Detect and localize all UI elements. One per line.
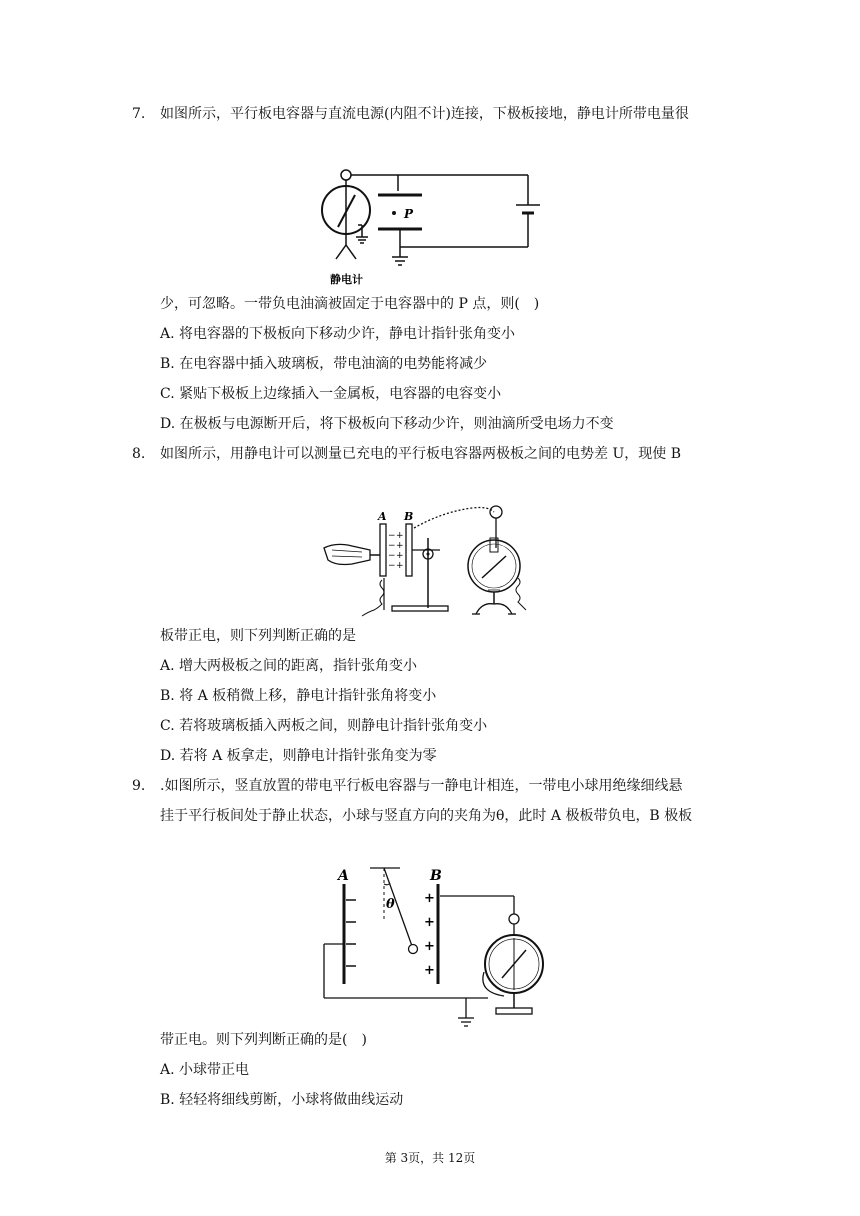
svg-text:+: + (424, 963, 435, 978)
q7-stem-line1: 如图所示，平行板电容器与直流电源(内阻不计)连接，下极板接地，静电计所带电量很 (160, 106, 689, 122)
q8-number: 8. (132, 446, 146, 462)
q7-option-a: A. 将电容器的下极板向下移动少许，静电计指针张角变小 (160, 326, 516, 342)
q7-figure (310, 165, 550, 287)
q7-meter-label: 静电计 (330, 273, 363, 286)
q8-plate-a-label: A (378, 510, 387, 523)
svg-text:−: − (388, 541, 396, 551)
q9-plate-b-label: B (430, 868, 442, 884)
q9-plate-a-label: A (338, 868, 349, 884)
q8-option-c: C. 若将玻璃板插入两板之间，则静电计指针张角变小 (160, 718, 488, 734)
q9-theta-label: θ (386, 897, 395, 912)
q8-option-d: D. 若将 A 板拿走，则静电计指针张角变为零 (160, 748, 437, 764)
q9-stem-line3: 带正电。则下列判断正确的是( ) (160, 1032, 367, 1048)
q7-option-c: C. 紧贴下极板上边缘插入一金属板，电容器的电容变小 (160, 386, 502, 402)
svg-text:+: + (396, 561, 404, 571)
q8-stem-line1: 如图所示，用静电计可以测量已充电的平行板电容器两极板之间的电势差 U，现使 B (160, 446, 681, 462)
svg-text:+: + (424, 915, 435, 930)
q8-option-b: B. 将 A 板稍微上移，静电计指针张角将变小 (160, 688, 437, 704)
q7-option-d: D. 在极板与电源断开后，将下极板向下移动少许，则油滴所受电场力不变 (160, 416, 614, 432)
q7-number: 7. (132, 106, 146, 122)
page-footer: 第 3页，共 12页 (384, 1151, 476, 1165)
svg-text:+: + (396, 531, 404, 541)
q9-number: 9. (132, 778, 146, 794)
q8-stem-line2: 板带正电，则下列判断正确的是 (160, 628, 356, 644)
svg-text:−: − (388, 561, 396, 571)
q7-option-b: B. 在电容器中插入玻璃板，带电油滴的电势能将减少 (160, 356, 488, 372)
svg-text:+: + (424, 891, 435, 906)
q9-stem-line1: .如图所示，竖直放置的带电平行板电容器与一静电计相连，一带电小球用绝缘细线悬 (160, 778, 683, 794)
svg-text:+: + (396, 551, 404, 561)
q9-option-b: B. 轻轻将细线剪断，小球将做曲线运动 (160, 1092, 404, 1108)
svg-text:−: − (388, 551, 396, 561)
q9-option-a: A. 小球带正电 (160, 1062, 250, 1078)
q9-figure (318, 862, 558, 1032)
q7-stem-line2: 少，可忽略。一带负电油滴被固定于电容器中的 P 点，则( ) (160, 296, 540, 312)
q8-plate-b-label: B (404, 510, 414, 523)
svg-text:−: − (388, 531, 396, 541)
q7-point-label: P (404, 207, 414, 221)
svg-text:+: + (424, 939, 435, 954)
q9-stem-line2: 挂于平行板间处于静止状态，小球与竖直方向的夹角为θ，此时 A 极板带负电，B 极板 (160, 808, 693, 824)
q8-option-a: A. 增大两极板之间的距离，指针张角变小 (160, 658, 418, 674)
svg-text:+: + (396, 541, 404, 551)
q8-figure (322, 498, 542, 622)
